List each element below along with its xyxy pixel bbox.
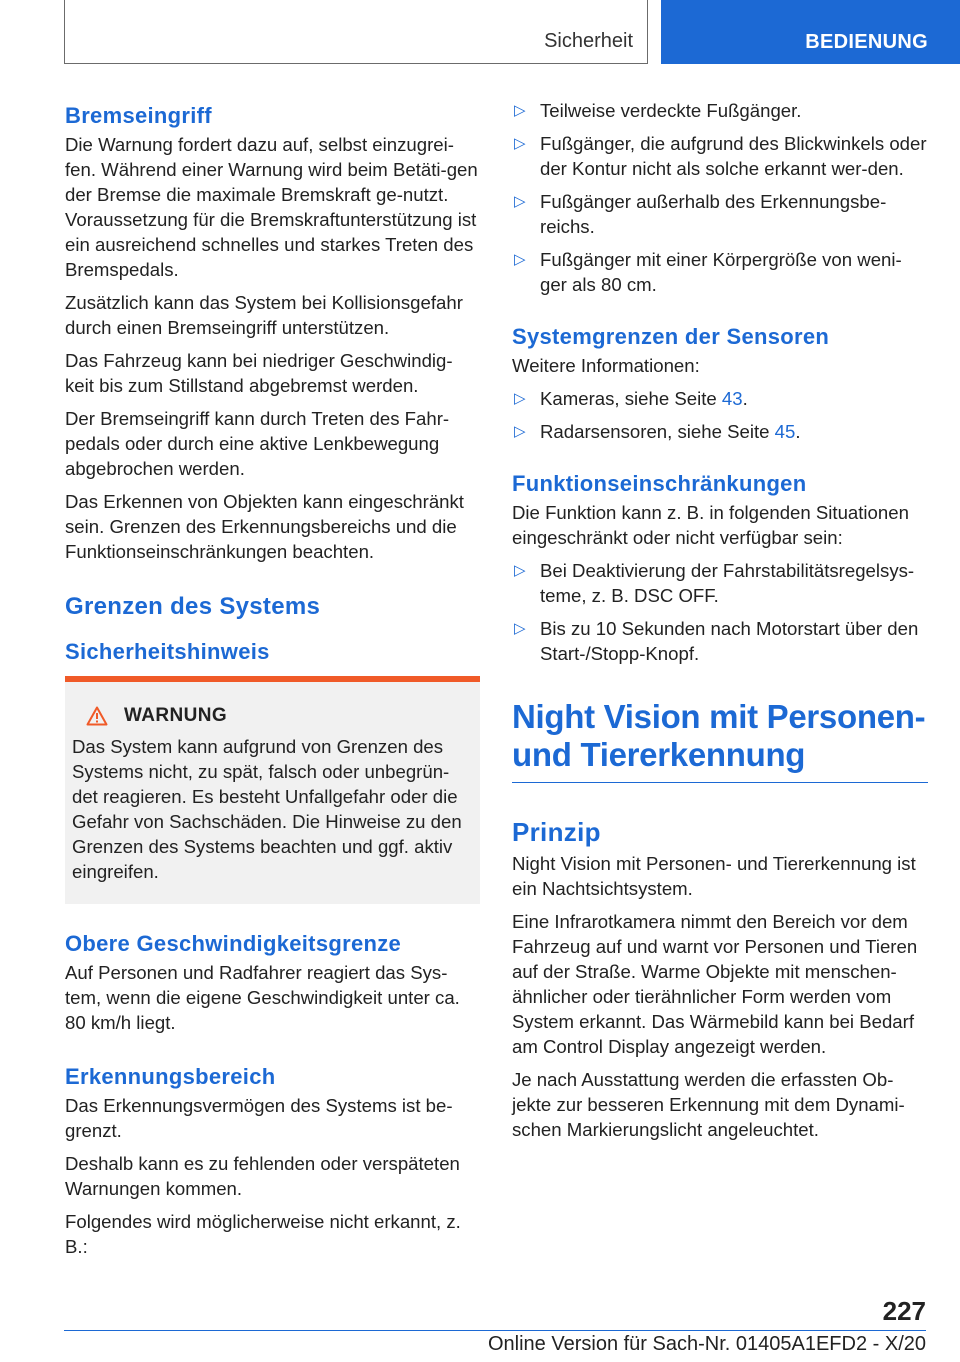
warning-title-row bbox=[86, 704, 466, 728]
warning-text: Das System kann aufgrund von Grenzen des Systems nicht, zu spät, falsch oder unbegrün-det reagieren. Es besteht Unfallgefahr oder die Gefahr von Sachschäden. Die Hinweise zu den Grenzen des Systems beachten und ggf. aktiv eingreifen. bbox=[72, 736, 462, 882]
paragraph: Das Erkennen von Objekten kann eingeschränkt sein. Grenzen des Erkennungsbereichs und die Funktionseinschränkungen beachten. bbox=[65, 491, 464, 562]
paragraph: Die Funktion kann z. B. in folgenden Situationen eingeschränkt oder nicht verfügbar sein: bbox=[512, 502, 909, 548]
paragraph: Folgendes wird möglicherweise nicht erkannt, z. B.: bbox=[65, 1211, 461, 1257]
list-item bbox=[512, 98, 928, 123]
heading-grenzen-des-systems: Grenzen des Systems bbox=[65, 593, 321, 620]
left-column bbox=[65, 98, 480, 1267]
list-item bbox=[512, 189, 928, 239]
heading-systemgrenzen-der-sensoren: Systemgrenzen der Sensoren bbox=[512, 324, 830, 349]
warning-box bbox=[65, 676, 480, 904]
chapter-title-night-vision: Night Vision mit Personen-und Tiererkennung bbox=[512, 698, 926, 773]
paragraph: Der Bremseingriff kann durch Treten des Fahr-pedals oder durch eine aktive Lenkbewegung abgebrochen werden. bbox=[65, 408, 450, 479]
page-link-kameras[interactable]: 43 bbox=[721, 388, 743, 409]
paragraph: Deshalb kann es zu fehlenden oder verspäteten Warnungen kommen. bbox=[65, 1153, 460, 1199]
chapter-title-rule bbox=[512, 782, 928, 783]
triangle-bullet-icon: ▷ bbox=[514, 102, 526, 119]
list-item bbox=[512, 616, 928, 666]
heading-obere-geschwindigkeitsgrenze: Obere Geschwindigkeitsgrenze bbox=[65, 931, 402, 956]
header-chapter-label: BEDIENUNG bbox=[805, 31, 928, 53]
list-item bbox=[512, 419, 928, 444]
list-item-text: Fußgänger, die aufgrund des Blickwinkels oder der Kontur nicht als solche erkannt wer-den. bbox=[540, 133, 927, 179]
page-link-radarsensoren[interactable]: 45 bbox=[774, 421, 796, 442]
heading-erkennungsbereich: Erkennungsbereich bbox=[65, 1064, 276, 1089]
paragraph: Das Fahrzeug kann bei niedriger Geschwindig-keit bis zum Stillstand abgebremst werden. bbox=[65, 350, 453, 396]
list-item-text: Radarsensoren, siehe Seite 45. bbox=[540, 421, 801, 442]
header-section-title: Sicherheit bbox=[544, 30, 633, 52]
list-item-text: Kameras, siehe Seite 43. bbox=[540, 388, 748, 409]
paragraph: Zusätzlich kann das System bei Kollisionsgefahr durch einen Bremseingriff unterstützen. bbox=[65, 292, 463, 338]
heading-prinzip: Prinzip bbox=[512, 817, 601, 847]
triangle-bullet-icon: ▷ bbox=[514, 251, 526, 268]
warning-triangle-icon bbox=[86, 706, 108, 726]
footer-text: Online Version für Sach-Nr. 01405A1EFD2 - X/20 bbox=[487, 1333, 926, 1355]
list-item-text: Bis zu 10 Sekunden nach Motorstart über den Start-/Stopp-Knopf. bbox=[540, 618, 919, 664]
triangle-bullet-icon: ▷ bbox=[514, 135, 526, 152]
triangle-bullet-icon: ▷ bbox=[514, 562, 526, 579]
list-item-text: Bei Deaktivierung der Fahrstabilitätsregelsys-teme, z. B. DSC OFF. bbox=[540, 560, 915, 606]
heading-bremseingriff: Bremseingriff bbox=[65, 103, 212, 128]
triangle-bullet-icon: ▷ bbox=[514, 620, 526, 637]
warning-title: WARNUNG bbox=[124, 705, 228, 726]
paragraph: Je nach Ausstattung werden die erfassten Ob-jekte zur besseren Erkennung mit dem Dynami-schen Markierungslicht angeleuchtet. bbox=[512, 1069, 905, 1140]
list-item bbox=[512, 131, 928, 181]
triangle-bullet-icon: ▷ bbox=[514, 423, 526, 440]
footer-rule bbox=[64, 1330, 926, 1331]
triangle-bullet-icon: ▷ bbox=[514, 390, 526, 407]
page-number: 227 bbox=[882, 1296, 926, 1326]
triangle-bullet-icon: ▷ bbox=[514, 193, 526, 210]
list-item-text: Teilweise verdeckte Fußgänger. bbox=[540, 100, 802, 121]
list-item bbox=[512, 247, 928, 297]
list-item bbox=[512, 386, 928, 411]
heading-sicherheitshinweis: Sicherheitshinweis bbox=[65, 639, 270, 664]
paragraph: Eine Infrarotkamera nimmt den Bereich vor dem Fahrzeug auf und warnt vor Personen und Tieren auf der Straße. Warme Objekte mit menschen-ähnlicher oder tierähnlicher Form werden vom System erkannt. Das Wärmebild kann bei Bedarf am Control Display angezeigt werden. bbox=[512, 911, 918, 1057]
header-section-box bbox=[64, 0, 648, 64]
paragraph: Auf Personen und Radfahrer reagiert das Sys-tem, wenn die eigene Geschwindigkeit unter ca. 80 km/h liegt. bbox=[65, 962, 460, 1033]
paragraph: Weitere Informationen: bbox=[512, 355, 700, 376]
paragraph: Night Vision mit Personen- und Tiererkennung ist ein Nachtsichtsystem. bbox=[512, 853, 916, 899]
right-column bbox=[512, 98, 928, 1150]
list-item-text: Fußgänger mit einer Körpergröße von weni-ger als 80 cm. bbox=[540, 249, 902, 295]
paragraph: Die Warnung fordert dazu auf, selbst einzugrei-fen. Während einer Warnung wird beim Betäti-gen der Bremse die maximale Bremskraft ge-nutzt. Voraussetzung für die Bremskraftunterstützung ist ein ausreichend schnelles und starkes Treten des Bremspedals. bbox=[65, 134, 478, 280]
list-item bbox=[512, 558, 928, 608]
paragraph: Das Erkennungsvermögen des Systems ist be-grenzt. bbox=[65, 1095, 453, 1141]
header-chapter-tab bbox=[661, 0, 960, 64]
list-item-text: Fußgänger außerhalb des Erkennungsbe-reichs. bbox=[540, 191, 887, 237]
heading-funktionseinschraenkungen: Funktionseinschränkungen bbox=[512, 471, 807, 496]
